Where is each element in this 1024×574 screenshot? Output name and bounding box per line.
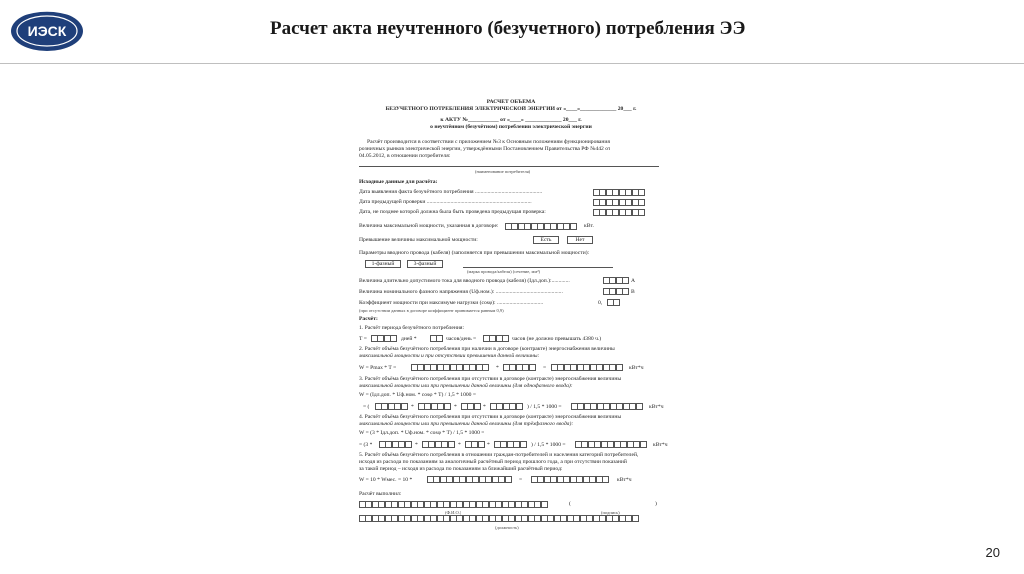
w4-open: = (3 *	[359, 442, 373, 448]
w2-result-cells[interactable]	[551, 364, 623, 371]
slide-title: Расчет акта неучтенного (безучетного) потребления ЭЭ	[270, 18, 746, 39]
input-params-label: Параметры вводного провода (кабеля) (заполняется при превышении максимальной мощности):	[359, 250, 590, 256]
w4-t-cells[interactable]	[494, 441, 527, 448]
consumer-caption: (наименование потребителя)	[475, 169, 531, 174]
allowed-current-label: Величина длительно допустимого тока для вводного провода (кабеля) (Iдл.доп.):.............	[359, 278, 570, 284]
signature-close-paren: )	[655, 501, 657, 507]
position-caption: (должность)	[495, 525, 519, 530]
logo-text: ИЭСК	[27, 23, 67, 39]
page-number: 20	[985, 545, 1000, 560]
calculation-form	[355, 93, 667, 538]
hours-per-day-label: часов/день =	[446, 336, 477, 342]
w5-wmonth-cells[interactable]	[427, 476, 512, 483]
act-number-line: к АКТУ №___________ от «____» _____________ 20___ г.	[440, 117, 582, 123]
max-power-unit: кВт.	[584, 223, 594, 229]
power-factor-note: (при отсутствии данных в договоре коэффициент принимается равным 0,9)	[359, 308, 504, 313]
consumer-name-line	[359, 166, 659, 167]
due-check-date-label: Дата, не позднее которой должна была быть проведена предыдущая проверка:	[359, 209, 546, 215]
w2-t-cells[interactable]	[503, 364, 536, 371]
form-heading: РАСЧЁТ ОБЪЁМА	[486, 99, 536, 105]
prev-check-date-label: Дата предыдущей проверки ...........................................................................	[359, 199, 532, 205]
w2-multiply: *	[496, 365, 499, 371]
hours-note: часов (не должно превышать 4380 ч.)	[512, 336, 602, 342]
due-check-date-cells[interactable]	[593, 209, 645, 216]
step-3-line-1: 3. Расчёт объёма безучётного потребления при отсутствии в договоре (контракте) энергоснабжения величины	[359, 376, 622, 382]
step-2-line-2: максимальной мощности и при отсутствии превышения данной величины:	[359, 353, 540, 359]
nominal-voltage-cells[interactable]	[603, 288, 629, 295]
nominal-voltage-label: Величина номинального фазного напряжения (Uф.ном.): ................................................	[359, 289, 563, 295]
power-factor-cells[interactable]	[607, 299, 620, 306]
step-4-line-2: максимальной мощности или при превышении данной величины (для трёхфазного ввода):	[359, 421, 574, 427]
t-equals: T =	[359, 336, 367, 342]
max-power-label: Величина максимальной мощности, указанная в договоре:	[359, 223, 499, 229]
cable-caption: (марка провода/кабеля) (сечение, мм²)	[467, 269, 541, 274]
step-3-line-2: максимальной мощности или при превышении данной величины (для однофазного ввода):	[359, 383, 573, 389]
power-factor-prefix: 0,	[598, 300, 603, 306]
step-2-line-1: 2. Расчёт объёма безучётного потребления при наличии в договоре (контракте) энергоснабжения величины	[359, 346, 615, 352]
w3-mul-3: *	[483, 404, 486, 410]
w4-mul-2: *	[458, 442, 461, 448]
step-5-line-1: 5. Расчёт объёма безучётного потребления в отношении граждан-потребителей и населения категорий потребителей,	[359, 452, 639, 458]
header-divider	[0, 63, 1024, 64]
intro-line-2: розничных рынков электрической энергии, утверждёнными Постановлением Правительства РФ №442 от	[359, 146, 611, 152]
form-subheading: БЕЗУЧЁТНОГО ПОТРЕБЛЕНИЯ ЭЛЕКТРИЧЕСКОЙ ЭНЕРГИИ от «____»_____________ 20___ г.	[385, 106, 637, 112]
one-phase-label: 1-фазный	[371, 261, 395, 267]
w3-result-cells[interactable]	[571, 403, 643, 410]
intro-line-3: 04.05.2012, в отношении потребителя:	[359, 153, 451, 159]
w3-unit: кВт*ч	[649, 404, 664, 410]
w3-close: ) / 1,5 * 1000 =	[527, 404, 562, 410]
detection-date-cells[interactable]	[593, 189, 645, 196]
allowed-current-cells[interactable]	[603, 277, 629, 284]
w4-i-cells[interactable]	[379, 441, 412, 448]
w4-mul-1: *	[415, 442, 418, 448]
executor-position-cells[interactable]	[359, 515, 639, 522]
hours-per-day-cells[interactable]	[430, 335, 443, 342]
w3-mul-1: *	[411, 404, 414, 410]
excess-label: Превышение величины максимальной мощности:	[359, 237, 478, 243]
current-unit: А	[631, 278, 636, 284]
done-by-label: Расчёт выполнил:	[359, 491, 402, 497]
step-5-line-2: исходя из расхода по показаниям за аналогичный расчётный период прошлого года, а при отсутствии показаний	[359, 459, 627, 465]
signature-open-paren: (	[569, 501, 571, 507]
executor-name-cells[interactable]	[359, 501, 548, 508]
intro-line-1: Расчёт производится в соответствии с приложением №3 к Основным положениям функционирования	[367, 139, 610, 145]
detection-date-label: Дата выявления факта безучётного потребления ................................................	[359, 189, 543, 195]
voltage-unit-text: В	[631, 289, 635, 295]
w4-cos-cells[interactable]	[465, 441, 485, 448]
w3-cos-cells[interactable]	[461, 403, 481, 410]
w2-formula: W = Pmax * T =	[359, 365, 397, 371]
w4-formula: W = (3 * Iдл.доп. * Uф.ном. * cosφ * T) / 1,5 * 1000 =	[359, 430, 485, 436]
w2-unit: кВт*ч	[629, 365, 644, 371]
hours-total-cells[interactable]	[483, 335, 509, 342]
one-phase-box[interactable]	[365, 260, 401, 268]
w3-open: = (	[363, 404, 370, 410]
days-cells[interactable]	[371, 335, 397, 342]
pmax-cells[interactable]	[411, 364, 489, 371]
w5-formula: W = 10 * Wмес. = 10 *	[359, 477, 413, 483]
excess-no-box[interactable]	[567, 236, 593, 244]
three-phase-box[interactable]	[407, 260, 443, 268]
company-logo	[8, 8, 86, 54]
w3-formula: W = (Iдл.доп. * Uф.ном. * cosφ * T) / 1,5 * 1000 =	[359, 392, 477, 398]
w3-mul-2: *	[454, 404, 457, 410]
w5-equals: =	[519, 477, 523, 483]
power-factor-label: Коэффициент мощности при максимуме нагрузки (cosφ): .................................	[359, 300, 544, 306]
step-1-label: 1. Расчёт периода безучётного потребления:	[359, 325, 465, 331]
step-4-line-1: 4. Расчёт объёма безучётного потребления при отсутствии в договоре (контракте) энергоснабжения величины	[359, 414, 622, 420]
w4-close: ) / 1,5 * 1000 =	[531, 442, 566, 448]
w3-t-cells[interactable]	[490, 403, 523, 410]
excess-yes-box[interactable]	[533, 236, 559, 244]
w3-u-cells[interactable]	[418, 403, 451, 410]
w4-unit: кВт*ч	[653, 442, 668, 448]
excess-no-label: Нет	[575, 237, 585, 243]
w4-mul-3: *	[487, 442, 490, 448]
w5-unit: кВт*ч	[617, 477, 632, 483]
excess-yes-label: Есть	[540, 237, 552, 243]
act-subject: о неучтённом (безучётном) потреблении электрической энергии	[430, 124, 592, 130]
fio-caption: (Ф.И.О.)	[445, 510, 462, 515]
w2-equals: =	[543, 365, 547, 371]
three-phase-label: 3-фазный	[413, 261, 437, 267]
calculation-header: Расчёт:	[359, 316, 378, 322]
signature-caption: (подпись)	[601, 510, 620, 515]
step-5-line-3: за такой период – исходя из расхода по показаниям за ближайший расчётный период:	[359, 466, 563, 472]
prev-check-date-cells[interactable]	[593, 199, 645, 206]
w3-i-cells[interactable]	[375, 403, 408, 410]
w4-result-cells[interactable]	[575, 441, 647, 448]
w4-u-cells[interactable]	[422, 441, 455, 448]
w5-result-cells[interactable]	[531, 476, 609, 483]
days-label: дней *	[401, 336, 417, 342]
max-power-cells[interactable]	[505, 223, 577, 230]
source-data-header: Исходные данные для расчёта:	[359, 179, 438, 185]
